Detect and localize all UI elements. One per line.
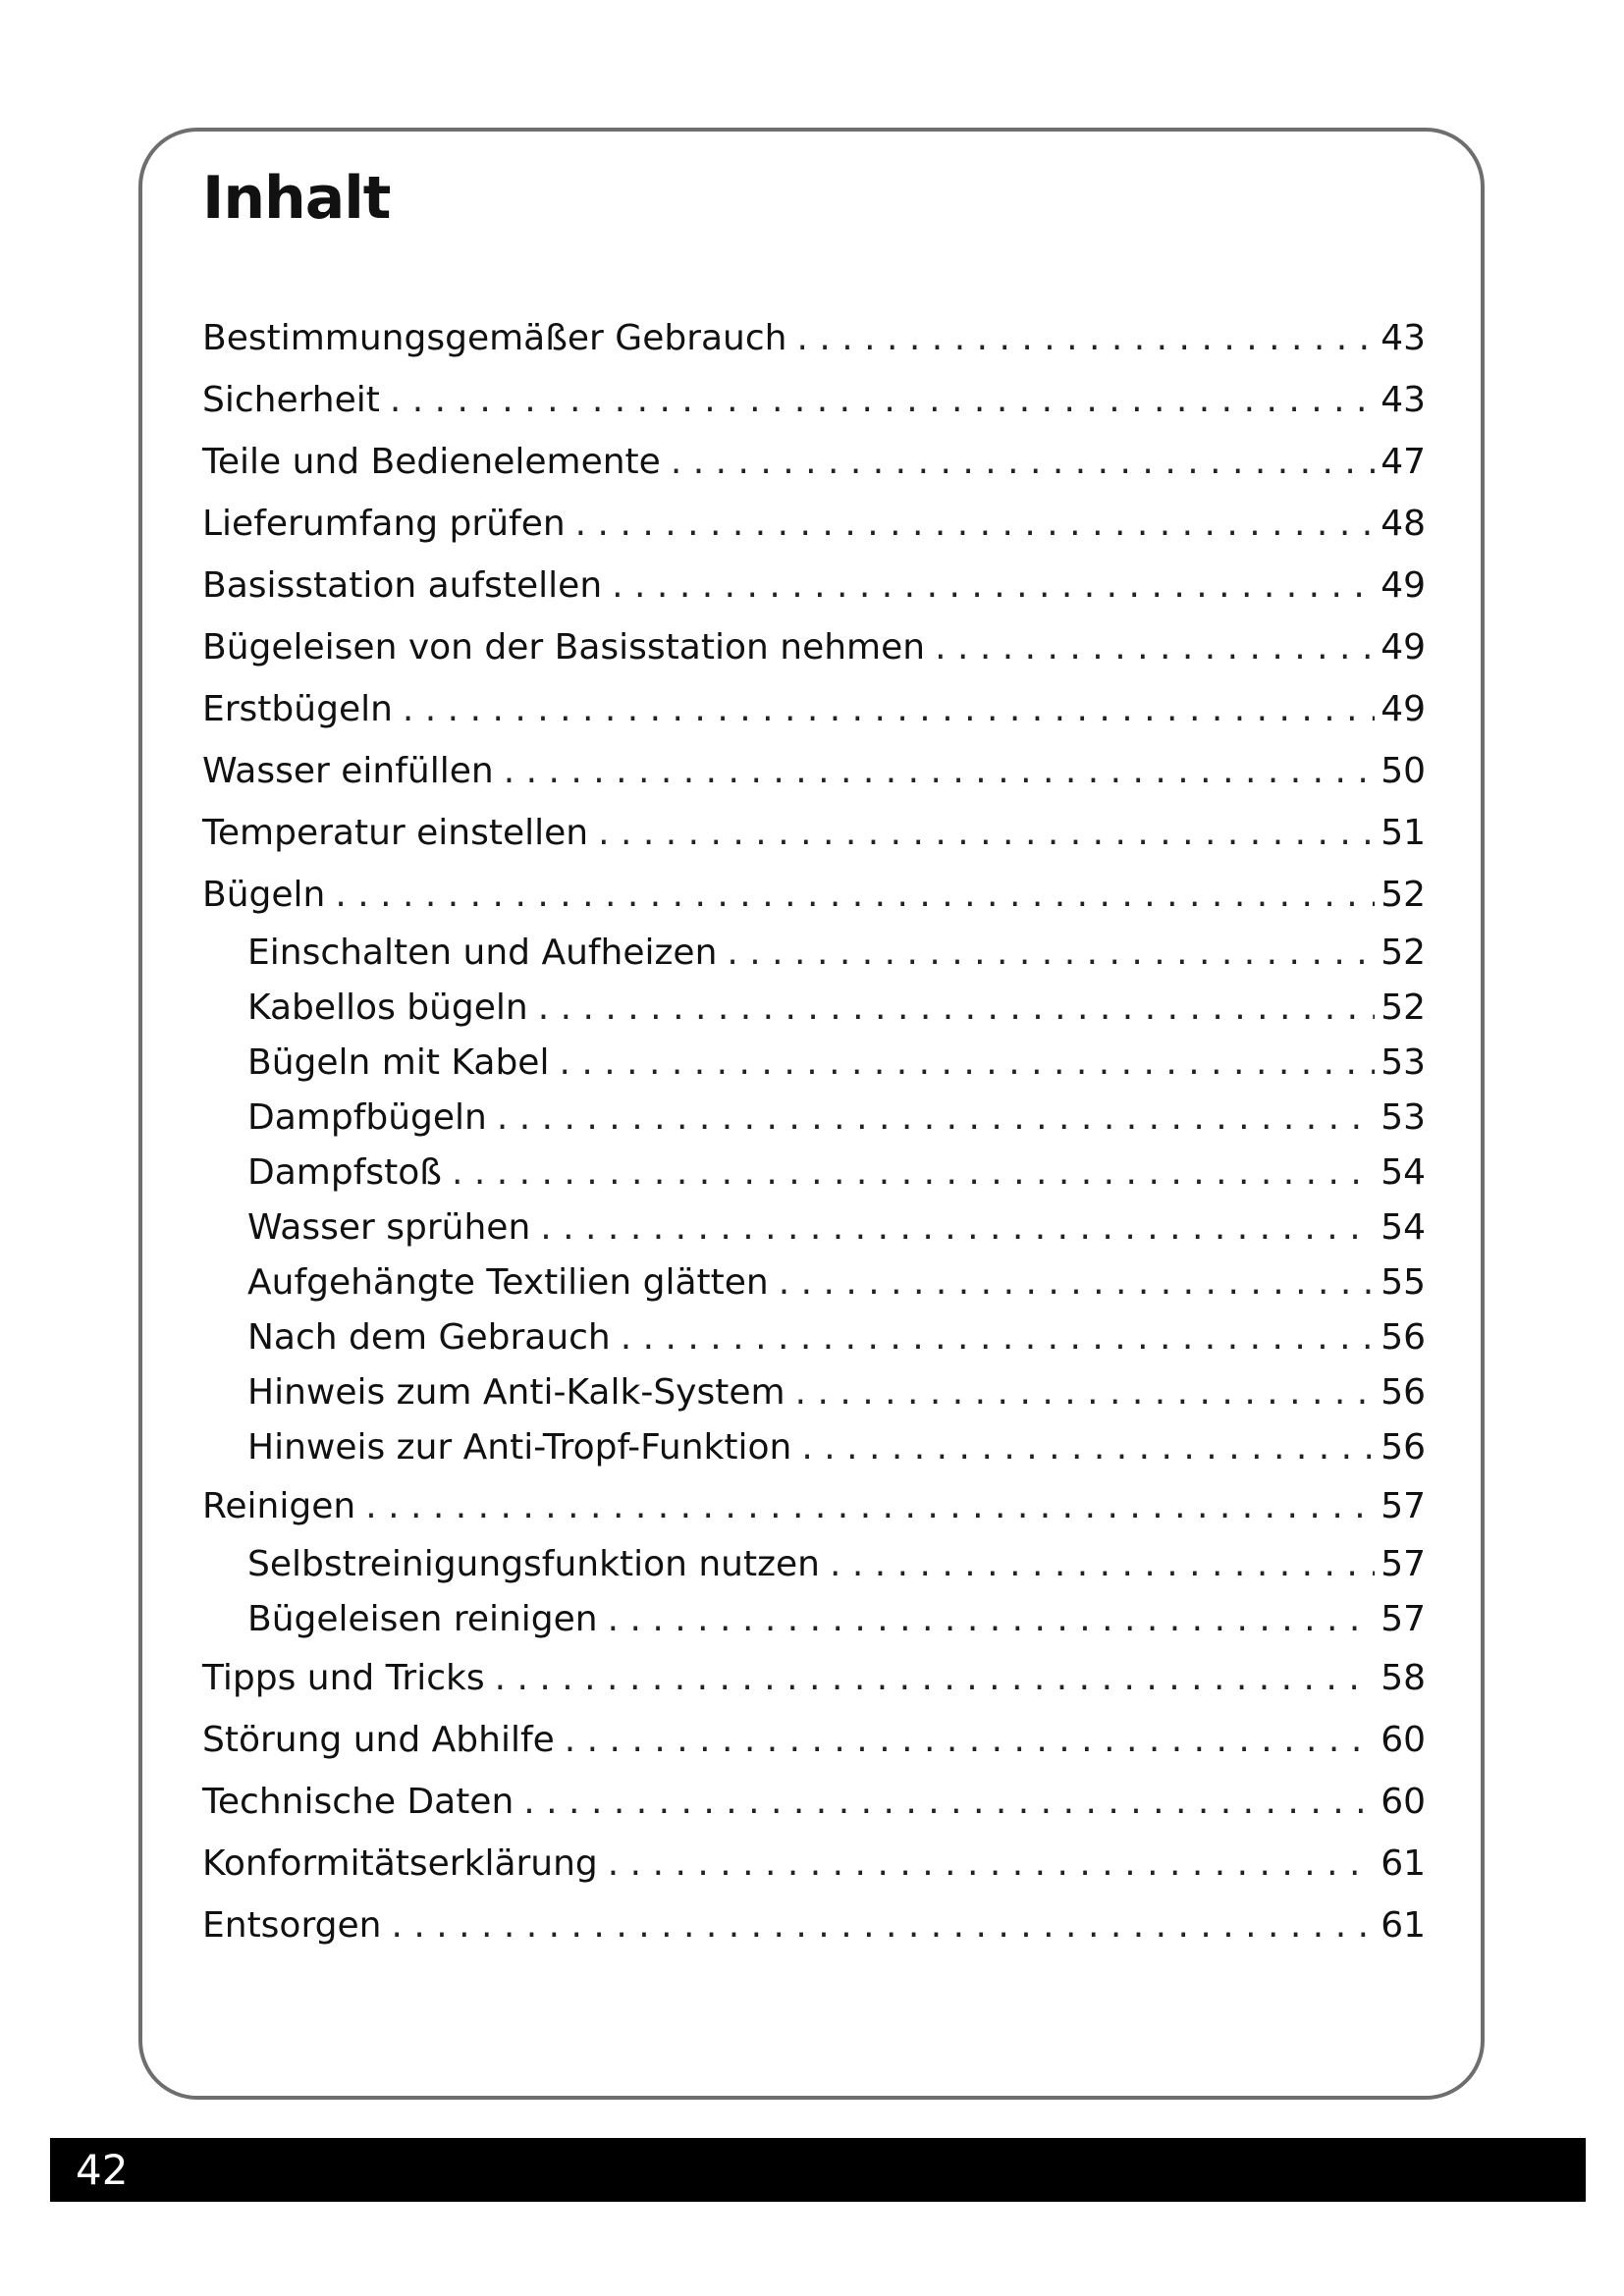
dot-leader xyxy=(598,802,1375,864)
toc-entry-page: 58 xyxy=(1380,1658,1426,1698)
toc-entry-page: 57 xyxy=(1380,1544,1426,1584)
toc-entry-title: Bügeln mit Kabel xyxy=(247,1042,550,1083)
toc-entry[interactable] xyxy=(202,678,1426,740)
toc-entry[interactable] xyxy=(202,1537,1426,1592)
toc-entry-title: Bügeleisen reinigen xyxy=(247,1599,598,1639)
toc-entry[interactable] xyxy=(202,1592,1426,1647)
toc-entry[interactable] xyxy=(202,1420,1426,1475)
dot-leader xyxy=(540,1201,1375,1255)
toc-entry-page: 61 xyxy=(1380,1905,1426,1946)
toc-entry-title: Lieferumfang prüfen xyxy=(202,504,566,544)
dot-leader xyxy=(565,1709,1375,1771)
dot-leader xyxy=(608,1833,1375,1895)
toc-entry[interactable] xyxy=(202,802,1426,864)
toc-entry-title: Entsorgen xyxy=(202,1905,382,1946)
toc-entry[interactable] xyxy=(202,1146,1426,1201)
toc-entry-page: 52 xyxy=(1380,875,1426,915)
dot-leader xyxy=(495,1647,1376,1709)
toc-entry-page: 49 xyxy=(1380,689,1426,729)
toc-entry-page: 53 xyxy=(1380,1097,1426,1138)
toc-entry[interactable] xyxy=(202,1833,1426,1895)
dot-leader xyxy=(621,1310,1375,1365)
toc-entry-title: Aufgehängte Textilien glätten xyxy=(247,1262,769,1303)
dot-leader xyxy=(504,740,1376,802)
toc-entry[interactable] xyxy=(202,864,1426,926)
toc-entry[interactable] xyxy=(202,616,1426,678)
toc-entry[interactable] xyxy=(202,1036,1426,1091)
dot-leader xyxy=(559,1036,1375,1091)
toc-entry-title: Selbstreinigungsfunktion nutzen xyxy=(247,1544,820,1584)
toc-entry-title: Erstbügeln xyxy=(202,689,393,729)
dot-leader xyxy=(391,1895,1375,1956)
toc-entry[interactable] xyxy=(202,1310,1426,1365)
toc-entry[interactable] xyxy=(202,431,1426,493)
dot-leader xyxy=(390,369,1375,431)
dot-leader xyxy=(523,1771,1375,1833)
toc-entry-title: Nach dem Gebrauch xyxy=(247,1317,611,1358)
toc-entry[interactable] xyxy=(202,1255,1426,1310)
dot-leader xyxy=(335,864,1375,926)
toc-entry-page: 56 xyxy=(1380,1372,1426,1413)
toc-entry[interactable] xyxy=(202,1895,1426,1956)
dot-leader xyxy=(497,1091,1375,1146)
toc-entry-title: Dampfbügeln xyxy=(247,1097,487,1138)
dot-leader xyxy=(727,926,1375,981)
toc-entry-title: Bestimmungsgemäßer Gebrauch xyxy=(202,318,787,358)
dot-leader xyxy=(801,1420,1375,1475)
toc-entry-title: Teile und Bedienelemente xyxy=(202,442,661,482)
toc-entry[interactable] xyxy=(202,981,1426,1036)
toc-entry-title: Störung und Abhilfe xyxy=(202,1720,555,1760)
toc-entry-title: Dampfstoß xyxy=(247,1152,442,1193)
dot-leader xyxy=(403,678,1375,740)
toc-entry-page: 50 xyxy=(1380,751,1426,791)
toc-entry[interactable] xyxy=(202,307,1426,369)
toc-entry-page: 49 xyxy=(1380,565,1426,606)
toc-entry-page: 54 xyxy=(1380,1207,1426,1248)
toc-entry[interactable] xyxy=(202,1647,1426,1709)
toc-entry-title: Wasser sprühen xyxy=(247,1207,531,1248)
toc-entry-page: 57 xyxy=(1380,1486,1426,1526)
toc-entry[interactable] xyxy=(202,740,1426,802)
toc-entry[interactable] xyxy=(202,1475,1426,1537)
toc-entry-page: 53 xyxy=(1380,1042,1426,1083)
toc-entry-page: 56 xyxy=(1380,1317,1426,1358)
toc-entry[interactable] xyxy=(202,1201,1426,1255)
dot-leader xyxy=(830,1537,1375,1592)
dot-leader xyxy=(608,1592,1376,1647)
toc-entry-page: 49 xyxy=(1380,627,1426,667)
dot-leader xyxy=(575,493,1376,555)
toc-entry-page: 54 xyxy=(1380,1152,1426,1193)
toc-entry-page: 43 xyxy=(1380,380,1426,420)
toc-entry-title: Sicherheit xyxy=(202,380,380,420)
toc-entry[interactable] xyxy=(202,1709,1426,1771)
page-title: Inhalt xyxy=(202,164,391,233)
dot-leader xyxy=(935,616,1375,678)
toc-entry-page: 60 xyxy=(1380,1782,1426,1822)
toc-entry-title: Hinweis zum Anti-Kalk-System xyxy=(247,1372,785,1413)
toc-entry-title: Konformitätserklärung xyxy=(202,1843,598,1884)
toc-entry[interactable] xyxy=(202,926,1426,981)
toc-entry[interactable] xyxy=(202,1091,1426,1146)
dot-leader xyxy=(796,307,1375,369)
toc-list xyxy=(202,307,1426,1956)
toc-entry-page: 55 xyxy=(1380,1262,1426,1303)
toc-entry-title: Kabellos bügeln xyxy=(247,988,528,1028)
toc-entry[interactable] xyxy=(202,1365,1426,1420)
toc-entry-title: Bügeln xyxy=(202,875,326,915)
toc-entry-page: 43 xyxy=(1380,318,1426,358)
toc-entry-title: Temperatur einstellen xyxy=(202,813,589,853)
toc-entry-page: 52 xyxy=(1380,933,1426,973)
dot-leader xyxy=(795,1365,1376,1420)
dot-leader xyxy=(671,431,1375,493)
toc-entry-title: Hinweis zur Anti-Tropf-Funktion xyxy=(247,1427,792,1468)
toc-entry-page: 61 xyxy=(1380,1843,1426,1884)
toc-entry-title: Reinigen xyxy=(202,1486,356,1526)
toc-entry-title: Technische Daten xyxy=(202,1782,514,1822)
dot-leader xyxy=(365,1475,1375,1537)
toc-entry-page: 52 xyxy=(1380,988,1426,1028)
dot-leader xyxy=(538,981,1375,1036)
toc-entry-title: Basisstation aufstellen xyxy=(202,565,603,606)
dot-leader xyxy=(779,1255,1375,1310)
toc-entry[interactable] xyxy=(202,369,1426,431)
dot-leader xyxy=(452,1146,1375,1201)
toc-entry-title: Wasser einfüllen xyxy=(202,751,494,791)
toc-entry-title: Bügeleisen von der Basisstation nehmen xyxy=(202,627,926,667)
dot-leader xyxy=(612,555,1375,616)
toc-entry-page: 60 xyxy=(1380,1720,1426,1760)
toc-entry[interactable] xyxy=(202,1771,1426,1833)
toc-entry-page: 47 xyxy=(1380,442,1426,482)
page-number: 42 xyxy=(76,2146,129,2194)
toc-entry[interactable] xyxy=(202,555,1426,616)
toc-entry-title: Tipps und Tricks xyxy=(202,1658,485,1698)
page-footer-bar xyxy=(50,2138,1586,2202)
toc-entry-page: 48 xyxy=(1380,504,1426,544)
toc-entry-title: Einschalten und Aufheizen xyxy=(247,933,718,973)
toc-entry-page: 56 xyxy=(1380,1427,1426,1468)
toc-entry-page: 51 xyxy=(1380,813,1426,853)
toc-entry-page: 57 xyxy=(1380,1599,1426,1639)
toc-entry[interactable] xyxy=(202,493,1426,555)
